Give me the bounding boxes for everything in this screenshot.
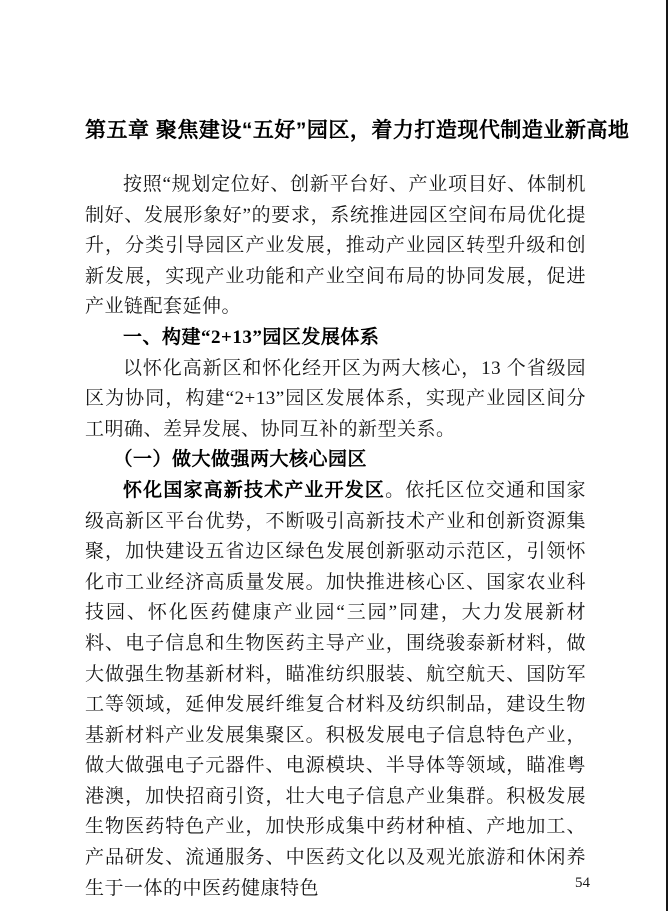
body-paragraph: 按照“规划定位好、创新平台好、产业项目好、体制机制好、发展形象好”的要求，系统推进园区空间布局优化提升，分类引导园区产业发展，推动产业园区转型升级和创新发展，实现产业功能和产业空间布局的协同发展，促进产业链配套延伸。 [85, 174, 586, 318]
chapter-title: 第五章 聚焦建设“五好”园区，着力打造现代制造业新高地 [85, 119, 630, 142]
paragraph-text: 。依托区位交通和国家级高新区平台优势，不断吸引高新技术产业和创新资源集聚，加快建设五省边区绿色发展创新驱动示范区，引领怀化市工业经济高质量发展。加快推进核心区、国家农业科技园、怀化医药健康产业园“三园”同建，大力发展新材料、电子信息和生物医药主导产业，围绕骏泰新材料，做大做强生物基新材料，瞄准纺织服装、航空航天、国防军工等领域，延伸发展纤维复合材料及纺织制品，建设生物基新材料产业发展集聚区。积极发展电子信息特色产业，做大做强电子元器件、电源模块、半导体等领域，瞄准粤港澳，加快招商引资，壮大电子信息产业集群。积极发展生物医药特色产业，加快形成集中药材种植、产地加工、产品研发、流通服务、中医药文化以及观光旅游和休闲养生于一体的中医药健康特色 [85, 479, 586, 899]
paragraph-bold-lead: 怀化国家高新技术产业开发区 [123, 479, 386, 501]
body-paragraph: 以怀化高新区和怀化经开区为两大核心，13 个省级园区为协同，构建“2+13”园区发展体系，实现产业园区间分工明确、差异发展、协同互补的新型关系。 [85, 357, 586, 440]
section-heading: 一、构建“2+13”园区发展体系 [123, 326, 380, 348]
page-number: 54 [575, 875, 590, 891]
subsection-heading: （一）做大做强两大核心园区 [113, 449, 368, 471]
body-paragraph [85, 476, 586, 904]
document-content [85, 118, 630, 904]
document-body [85, 170, 586, 904]
